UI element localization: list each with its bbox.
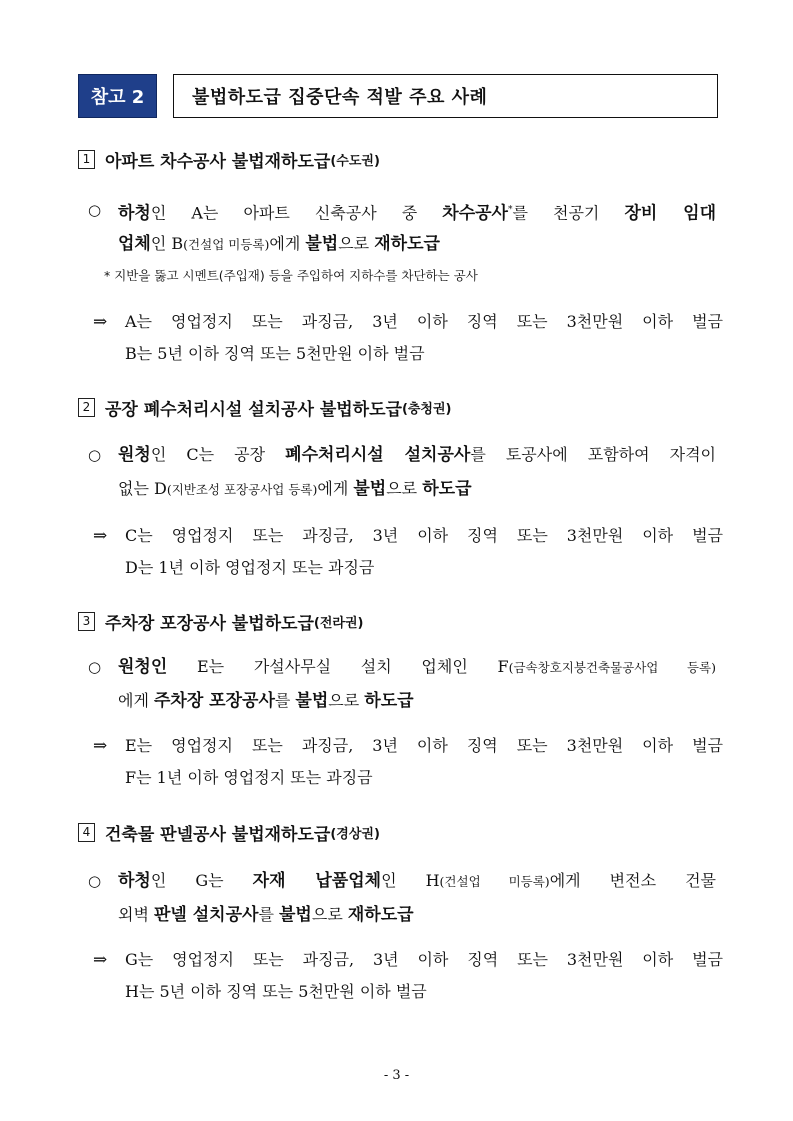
case-region: (수도권): [330, 153, 380, 169]
case-2-heading: [78, 394, 452, 420]
case-3-penalty: [93, 730, 723, 794]
description-line: 하청인 G는 자재 납품업체인 H(건설업 미등록)에게 변전소 건물: [118, 871, 716, 891]
case-region: (경상권): [330, 826, 380, 842]
description-line: 하청인 A는 아파트 신축공사 중 차수공사*를 천공기 장비 임대: [118, 203, 717, 224]
description-line: 업체인 B(건설업 미등록)에게 불법으로 재하도급: [118, 234, 440, 254]
case-4-description: [88, 864, 728, 932]
implies-arrow-icon: ⇒: [93, 526, 108, 546]
circle-bullet-icon: ○: [88, 446, 102, 464]
penalty-line: H는 5년 이하 징역 또는 5천만원 이하 벌금: [125, 982, 427, 1001]
implies-arrow-icon: ⇒: [93, 312, 108, 332]
case-2-penalty: [93, 520, 723, 584]
circle-bullet-icon: ○: [88, 872, 102, 890]
penalty-line: F는 1년 이하 영업정지 또는 과징금: [125, 768, 373, 787]
case-1-description: [88, 193, 728, 261]
page-number: - 3 -: [383, 1068, 410, 1083]
penalty-line: A는 영업정지 또는 과징금, 3년 이하 징역 또는 3천만원 이하 벌금: [125, 312, 723, 331]
description-line: 원청인 E는 가설사무실 설치 업체인 F(금속창호지붕건축물공사업 등록): [118, 657, 717, 677]
case-number-box: 1: [78, 150, 95, 169]
case-region: (전라권): [313, 615, 364, 631]
case-1-heading: [78, 146, 380, 172]
penalty-line: C는 영업정지 또는 과징금, 3년 이하 징역 또는 3천만원 이하 벌금: [125, 526, 723, 545]
description-line: 없는 D(지반조성 포장공사업 등록)에게 불법으로 하도급: [118, 479, 472, 499]
case-title: 건축물 판넬공사 불법재하도급: [105, 824, 331, 845]
case-4-penalty: [93, 944, 723, 1008]
circle-bullet-icon: ○: [88, 201, 102, 219]
description-line: 에게 주차장 포장공사를 불법으로 하도급: [118, 691, 414, 711]
case-title: 아파트 차수공사 불법재하도급: [105, 151, 331, 172]
case-4-heading: [78, 819, 380, 845]
penalty-line: B는 5년 이하 징역 또는 5천만원 이하 벌금: [125, 344, 425, 363]
implies-arrow-icon: ⇒: [93, 736, 108, 756]
reference-badge: 참고 2: [78, 74, 157, 118]
footnote: * 지반을 뚫고 시멘트(주입재) 등을 주입하여 지하수를 차단하는 공사: [104, 268, 478, 283]
case-region: (충청권): [401, 401, 452, 417]
circle-bullet-icon: ○: [88, 658, 102, 676]
page-header: [78, 74, 718, 118]
case-3-description: [88, 650, 728, 718]
implies-arrow-icon: ⇒: [93, 950, 108, 970]
case-2-description: [88, 438, 728, 506]
case-number-box: 4: [78, 823, 95, 842]
penalty-line: D는 1년 이하 영업정지 또는 과징금: [125, 558, 375, 577]
description-line: 외벽 판넬 설치공사를 불법으로 재하도급: [118, 905, 414, 925]
penalty-line: G는 영업정지 또는 과징금, 3년 이하 징역 또는 3천만원 이하 벌금: [125, 950, 723, 969]
case-number-box: 3: [78, 612, 95, 631]
case-3-heading: [78, 608, 363, 634]
penalty-line: E는 영업정지 또는 과징금, 3년 이하 징역 또는 3천만원 이하 벌금: [125, 736, 723, 755]
case-title: 공장 폐수처리시설 설치공사 불법하도급: [105, 399, 402, 420]
case-title: 주차장 포장공사 불법하도급: [105, 613, 314, 634]
page-title: 불법하도급 집중단속 적발 주요 사례: [173, 74, 718, 118]
description-line: 원청인 C는 공장 폐수처리시설 설치공사를 토공사에 포함하여 자격이: [118, 445, 717, 465]
case-number-box: 2: [78, 398, 95, 417]
case-1-penalty: [93, 306, 723, 370]
